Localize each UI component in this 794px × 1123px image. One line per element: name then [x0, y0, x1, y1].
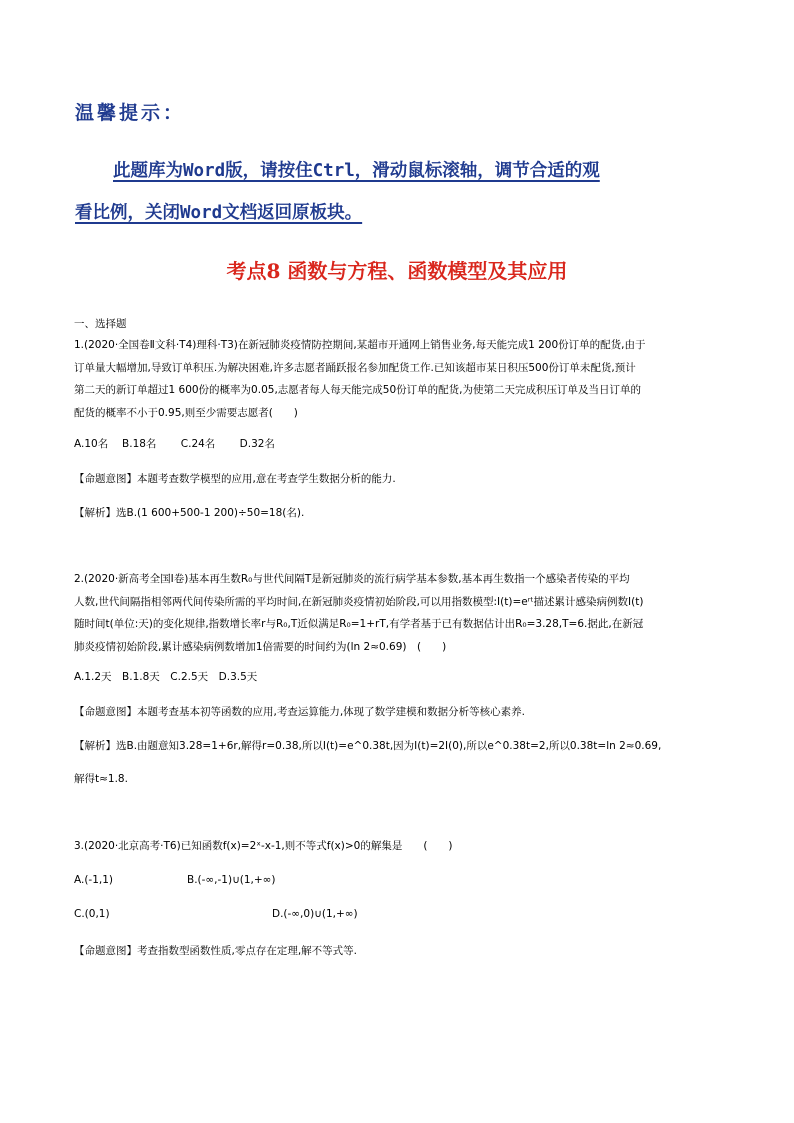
tip-line-2: 看比例，关闭Word文档返回原板块。 — [75, 203, 363, 223]
question-1-stem — [74, 334, 724, 424]
question-2-line: 人数,世代间隔指相邻两代间传染所需的平均时间,在新冠肺炎疫情初始阶段,可以用指数模型:I(t)=eʳᵗ描述累计感染病例数I(t) — [74, 595, 644, 608]
question-1-analysis: 【解析】选B.(1 600+500-1 200)÷50=18(名). — [74, 507, 305, 519]
question-2-line: 随时间t(单位:天)的变化规律,指数增长率r与R₀,T近似满足R₀=1+rT,有学者基于已有数据估计出R₀=3.28,T=6.据此,在新冠 — [74, 618, 644, 630]
page-title: 考点8 函数与方程、函数模型及其应用 — [226, 259, 568, 283]
question-2-analysis: 【解析】选B.由题意知3.28=1+6r,解得r=0.38,所以I(t)=e^0.38t,因为I(t)=2I(0),所以e^0.38t=2,所以0.38t=ln 2≈0.69, — [74, 740, 662, 752]
question-2-line: 2.(2020·新高考全国Ⅰ卷)基本再生数R₀与世代间隔T是新冠肺炎的流行病学基本参数,基本再生数指一个感染者传染的平均 — [74, 573, 630, 585]
question-3-option-b: B.(-∞,-1)∪(1,+∞) — [187, 874, 276, 886]
question-3-option-a: A.(-1,1) — [74, 874, 114, 886]
question-2-stem — [74, 568, 724, 658]
question-3-option-c: C.(0,1) — [74, 908, 110, 920]
tip-line-1: 此题库为Word版，请按住Ctrl，滑动鼠标滚轴，调节合适的观 — [113, 161, 600, 181]
question-3-option-d: D.(-∞,0)∪(1,+∞) — [272, 908, 358, 920]
question-1-line: 配货的概率不小于0.95,则至少需要志愿者( ) — [74, 406, 298, 419]
question-2-analysis-cont: 解得t≈1.8. — [74, 773, 128, 785]
tip-heading: 温馨提示： — [75, 102, 186, 124]
question-2-line: 肺炎疫情初始阶段,累计感染病例数增加1倍需要的时间约为(ln 2≈0.69) ( ) — [74, 640, 447, 653]
question-1-line: 1.(2020·全国卷Ⅱ文科·T4)理科·T3)在新冠肺炎疫情防控期间,某超市开通网上销售业务,每天能完成1 200份订单的配货,由于 — [74, 339, 646, 351]
question-3-stem: 3.(2020·北京高考·T6)已知函数f(x)=2ˣ-x-1,则不等式f(x)>0的解集是 ( ) — [74, 840, 453, 852]
tip-notice — [75, 150, 755, 234]
question-3-intent: 【命题意图】考查指数型函数性质,零点存在定理,解不等式等. — [74, 945, 358, 957]
question-2-intent: 【命题意图】本题考查基本初等函数的应用,考查运算能力,体现了数学建模和数据分析等核心素养. — [74, 706, 526, 718]
question-1-options: A.10名 B.18名 C.24名 D.32名 — [74, 438, 275, 450]
section-heading: 一、选择题 — [74, 318, 127, 330]
question-1-line: 订单量大幅增加,导致订单积压.为解决困难,许多志愿者踊跃报名参加配货工作.已知该超市某日积压500份订单未配货,预计 — [74, 361, 636, 374]
question-1-intent: 【命题意图】本题考查数学模型的应用,意在考查学生数据分析的能力. — [74, 473, 396, 485]
question-1-line: 第二天的新订单超过1 600份的概率为0.05,志愿者每人每天能完成50份订单的配货,为使第二天完成积压订单及当日订单的 — [74, 384, 641, 396]
question-2-options: A.1.2天 B.1.8天 C.2.5天 D.3.5天 — [74, 671, 258, 683]
